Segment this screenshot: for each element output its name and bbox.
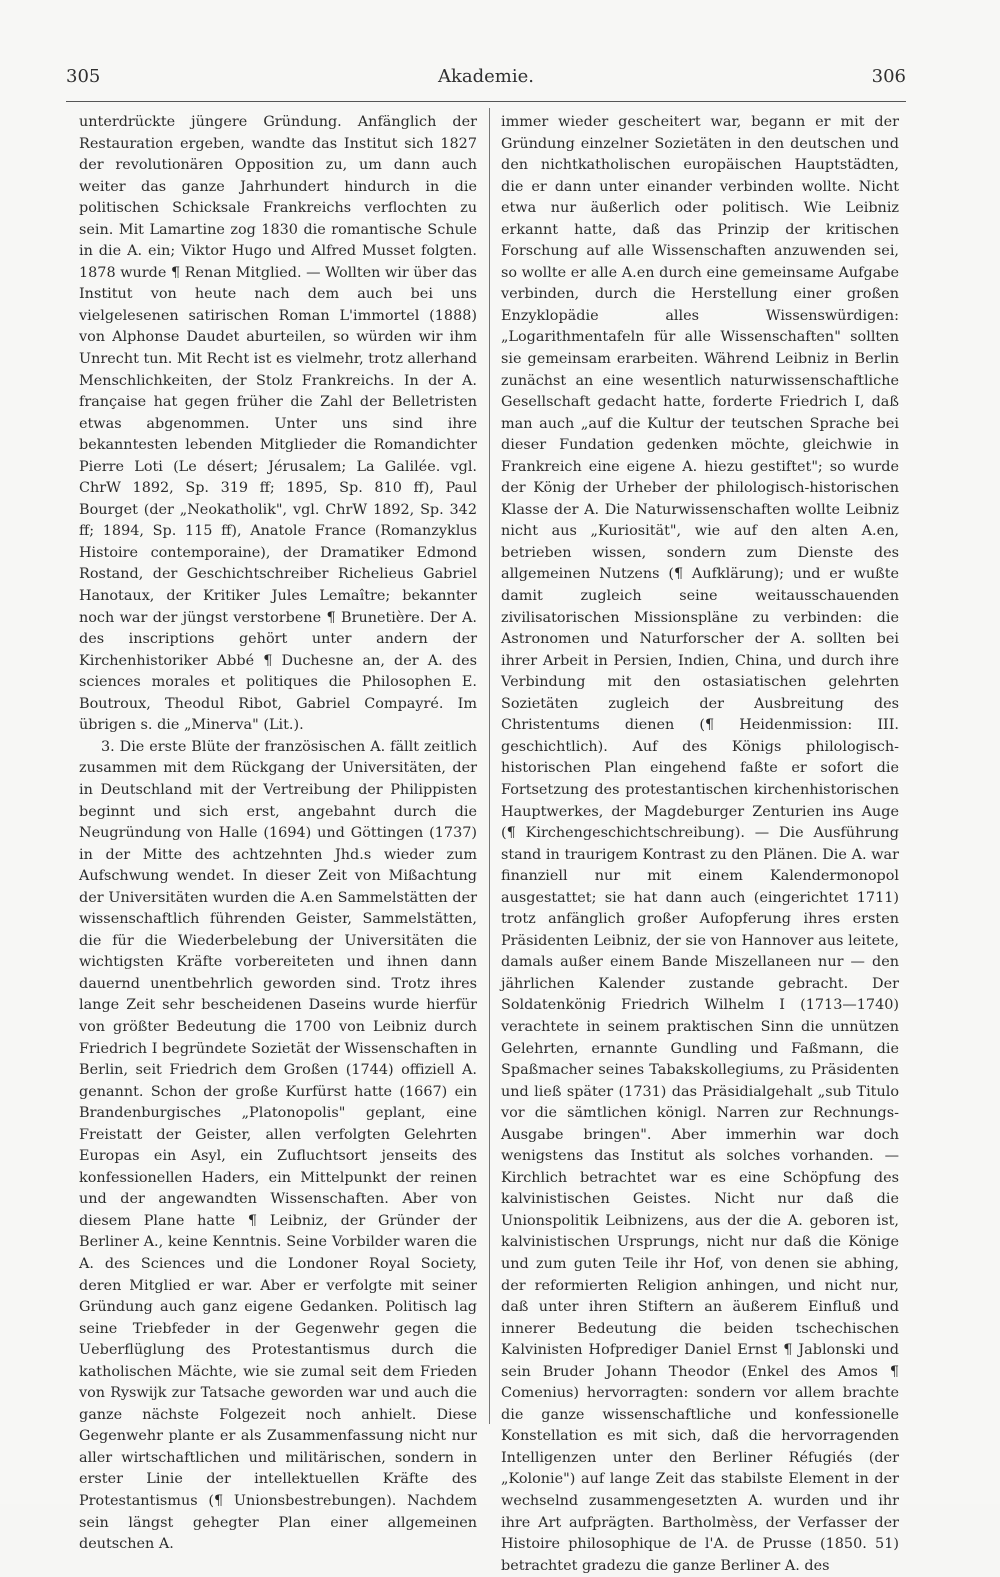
page-header (66, 62, 906, 92)
right-column (501, 112, 899, 1577)
left-paragraph-1: unterdrückte jüngere Gründung. Anfänglich der Restauration ergeben, wandte das Institut sich 1827 der revolutionären Opposition zu, um dann auch weiter das ganze Jahrhundert hindurch in die politischen Schicksale Frankreichs verflochten zu sein. Mit Lamartine zog 1830 die romantische Schule in die A. ein; Viktor Hugo und Alfred Musset folgten. 1878 wurde ¶ Renan Mitglied. — Wollten wir über das Institut von heute nach dem auch bei uns vielgelesenen satirischen Roman L'immortel (1888) von Alphonse Daudet aburteilen, so würden wir ihm Unrecht tun. Mit Recht ist es vielmehr, trotz allerhand Menschlichkeiten, der Stolz Frankreichs. In der A. française hat gegen früher die Zahl der Belletristen etwas abgenommen. Unter uns sind ihre bekanntesten lebenden Mitglieder die Romandichter Pierre Loti (Le désert; Jérusalem; La Galilée. vgl. ChrW 1892, Sp. 319 ff; 1895, Sp. 810 ff), Paul Bourget (der „Neokatholik", vgl. ChrW 1892, Sp. 342 ff; 1894, Sp. 115 ff), Anatole France (Romanzyklus Histoire contemporaine), der Dramatiker Edmond Rostand, der Geschichtschreiber Richelieus Gabriel Hanotaux, der Kritiker Jules Lemaître; bekannter noch war der jüngst verstorbene ¶ Brunetière. Der A. des inscriptions gehört unter andern der Kirchenhistoriker Abbé ¶ Duchesne an, der A. des sciences morales et politiques die Philosophen E. Boutroux, Theodul Ribot, Gabriel Compayré. Im übrigen s. die „Minerva" (Lit.). (79, 114, 477, 734)
page-number-right: 306 (871, 66, 906, 87)
running-title: Akademie. (437, 66, 534, 87)
right-paragraph-1: immer wieder gescheitert war, begann er mit der Gründung einzelner Sozietäten in den deutschen und den nichtkatholischen europäischen Hauptstädten, die er dann unter einander verbinden wollte. Nicht etwa nur äußerlich oder politisch. Wie Leibniz erkannt hatte, daß das Prinzip der kritischen Forschung auf alle Wissenschaften anzuwenden sei, so wollte er alle A.en durch eine gemeinsame Aufgabe verbinden, durch die Herstellung einer großen Enzyklopädie alles Wissenswürdigen: „Logarithmentafeln für alle Wissenschaften" sollten sie gemeinsam erarbeiten. Während Leibniz in Berlin zunächst an eine wesentlich naturwissenschaftliche Gesellschaft gedacht hatte, forderte Friedrich I, daß man auch „auf die Kultur der teutschen Sprache bei dieser Fundation gedenken möchte, gleichwie in Frankreich eine eigene A. hiezu gestiftet"; so wurde der König der Urheber der philologisch-historischen Klasse der A. Die Naturwissenschaften wollte Leibniz nicht aus „Kuriosität", wie auf den alten A.en, betrieben wissen, sondern zum Dienste des allgemeinen Nutzens (¶ Aufklärung); und er wußte damit zugleich seine weitausschauenden zivilisatorischen Missionspläne zu verbinden: die Astronomen und Naturforscher der A. sollten bei ihrer Arbeit in Persien, Indien, China, und durch ihre Verbindung mit den ostasiatischen gelehrten Sozietäten zugleich der Ausbreitung des Christentums dienen (¶ Heidenmission: III. geschichtlich). Auf des Königs philologisch-historischen Plan eingehend faßte er sofort die Fortsetzung des protestantischen kirchenhistorischen Hauptwerkes, der Magdeburger Zenturien ins Auge (¶ Kirchengeschichtschreibung). — Die Ausführung stand in traurigem Kontrast zu den Plänen. Die A. war finanziell nur mit einem Kalendermonopol ausgestattet; sie hat dann auch (eingerichtet 1711) trotz anfänglich großer Aufopferung ihres ersten Präsidenten Leibniz, der sie von Hannover aus leitete, damals außer einem Bande Miszellaneen nur — den jährlichen Kalender zustande gebracht. Der Soldatenkönig Friedrich Wilhelm I (1713—1740) verachtete in seinem praktischen Sinn die unnützen Gelehrten, ernannte Gundling und Faßmann, die Spaßmacher seines Tabakskollegiums, zu Präsidenten und ließ später (1731) das Präsidialgehalt „sub Titulo vor die sämtlichen königl. Narren zur Rechnungs-Ausgabe bringen". Aber immerhin war doch wenigstens das Institut als solches vorhanden. — Kirchlich betrachtet war es eine Schöpfung des kalvinistischen Geistes. Nicht nur daß die Unionspolitik Leibnizens, aus der die A. geboren ist, kalvinistischen Ursprungs, nicht nur daß die Könige und zum guten Teile ihr Hof, von denen sie abhing, der reformierten Religion anhingen, und nicht nur, daß unter ihren Stiftern an äußerem Einfluß und innerer Bedeutung die beiden tschechischen Kalvinisten Hofprediger Daniel Ernst ¶ Jablonski und sein Bruder Johann Theodor (Enkel des Amos ¶ Comenius) hervorragten: sondern vor allem brachte die ganze wissenschaftliche und konfessionelle Konstellation es mit sich, daß die hervorragenden Intelligenzen unter den Berliner Réfugiés (der „Kolonie") auf lange Zeit das stabilste Element in der wechselnd zusammengesetzten A. wurden und ihr ihre Art aufprägten. Bartholmèss, der Verfasser der Histoire philosophique de l'A. de Prusse (1850. 51) betrachtet gradezu die ganze Berliner A. des (501, 114, 899, 1574)
column-separator (489, 108, 490, 1424)
page-number-left: 305 (66, 66, 101, 87)
left-column (79, 112, 477, 1556)
left-paragraph-2: 3. Die erste Blüte der französischen A. fällt zeitlich zusammen mit dem Rückgang der Universitäten, der in Deutschland mit der Vertreibung der Philippisten beginnt und sich erst, angebahnt durch die Neugründung von Halle (1694) und Göttingen (1737) in der Mitte des achtzehnten Jhd.s wieder zum Aufschwung wendet. In dieser Zeit von Mißachtung der Universitäten wurden die A.en Sammelstätten der wissenschaftlich führenden Geister, Sammelstätten, die für die Wiederbelebung der Universitäten die wichtigsten Kräfte vorbereiteten und ihnen dann dauernd unentbehrlich geworden sind. Trotz ihres lange Zeit sehr bescheidenen Daseins wurde hierfür von größter Bedeutung die 1700 von Leibniz durch Friedrich I begründete Sozietät der Wissenschaften in Berlin, seit Friedrich dem Großen (1744) offiziell A. genannt. Schon der große Kurfürst hatte (1667) ein Brandenburgisches „Platonopolis" geplant, eine Freistatt der Geister, allen verfolgten Gelehrten Europas ein Asyl, ein Zufluchtsort jenseits des konfessionellen Haders, ein Mittelpunkt der reinen und der angewandten Wissenschaften. Aber von diesem Plane hatte ¶ Leibniz, der Gründer der Berliner A., keine Kenntnis. Seine Vorbilder waren die A. des Sciences und die Londoner Royal Society, deren Mitglied er war. Aber er verfolgte mit seiner Gründung auch ganz eigene Gedanken. Politisch lag seine Triebfeder in der Gegenwehr gegen die Ueberflüglung des Protestantismus durch die katholischen Mächte, wie sie zumal seit dem Frieden von Ryswijk zur Tatsache geworden war und auch die ganze nächste Folgezeit noch anhielt. Diese Gegenwehr plante er als Zusammenfassung nicht nur aller wirtschaftlichen und militärischen, sondern in erster Linie der intellektuellen Kräfte des Protestantismus (¶ Unionsbestrebungen). Nachdem sein längst gehegter Plan einer allgemeinen deutschen A. (79, 738, 477, 1553)
header-rule (66, 101, 906, 102)
